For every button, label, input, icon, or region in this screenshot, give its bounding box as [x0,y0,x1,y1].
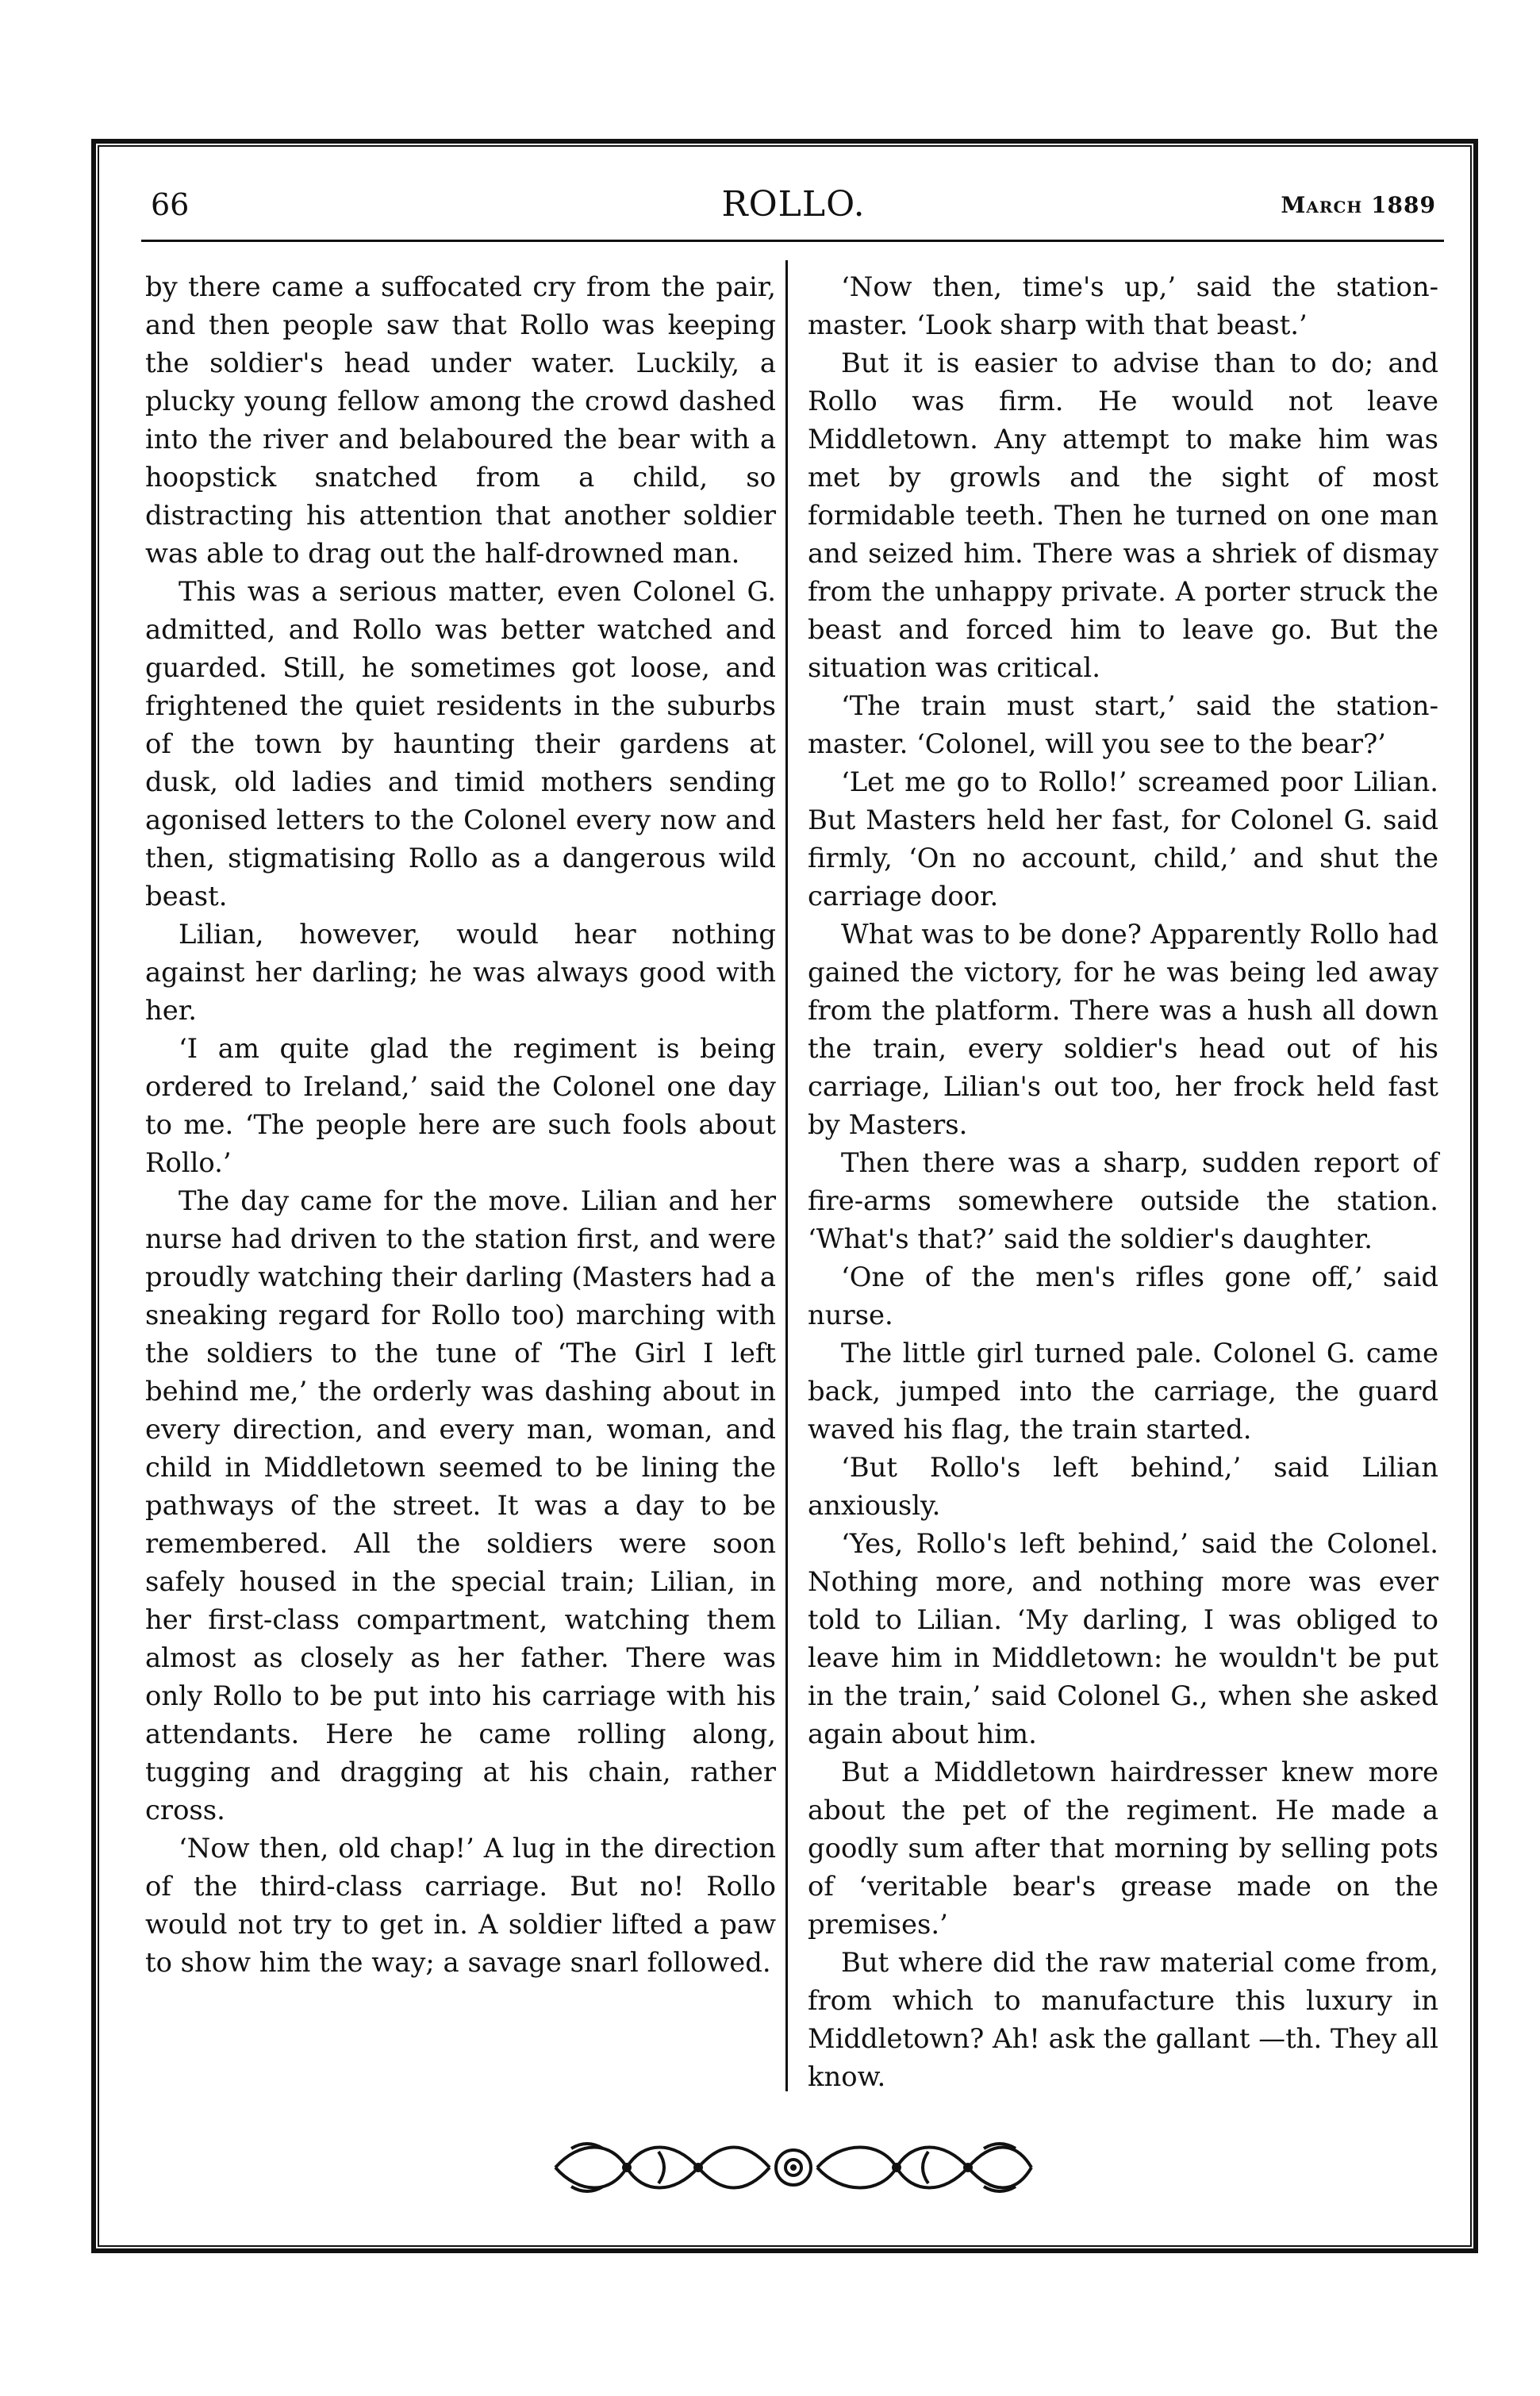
paragraph: ‘But Rollo's left behind,’ said Lilian anxiously. [808,1452,1438,1521]
paragraph: Lilian, however, would hear nothing against her darling; he was always good with her. [145,919,776,1026]
tailpiece-ornament [547,2133,1039,2202]
left-column [145,268,776,1982]
paragraph: ‘Yes, Rollo's left behind,’ said the Colonel. Nothing more, and nothing more was ever told to Lilian. ‘My darling, I was obliged to leave him in Middletown: he wouldn't be put in the train,’ said Colonel G., when she asked again about him. [808,1528,1438,1749]
page-number: 66 [151,187,190,222]
paragraph: ‘Now then, time's up,’ said the station-master. ‘Look sharp with that beast.’ [808,271,1438,340]
running-title: ROLLO. [721,184,866,225]
paragraph: This was a serious matter, even Colonel G. admitted, and Rollo was better watched and guarded. Still, he sometimes got loose, and frightened the quiet residents in the suburbs of the town by haunting their gardens at dusk, old ladies and timid mothers sending agonised letters to the Colonel every now and then, stigmatising Rollo as a dangerous wild beast. [145,576,776,912]
paragraph: But where did the raw material come from, from which to manufacture this luxury in Middletown? Ah! ask the gallant —th. They all know. [808,1947,1438,2092]
paragraph: Then there was a sharp, sudden report of fire-arms somewhere outside the station. ‘What's that?’ said the soldier's daughter. [808,1147,1438,1254]
column-divider [785,260,788,2091]
paragraph: The little girl turned pale. Colonel G. came back, jumped into the carriage, the guard waved his flag, the train started. [808,1338,1438,1445]
paragraph: ‘Let me go to Rollo!’ screamed poor Lilian. But Masters held her fast, for Colonel G. said firmly, ‘On no account, child,’ and shut the carriage door. [808,766,1438,912]
issue-date: March 1889 [1281,192,1436,218]
running-header [151,184,1436,232]
paragraph: ‘The train must start,’ said the station-master. ‘Colonel, will you see to the bear?’ [808,690,1438,759]
paragraph: But a Middletown hairdresser knew more about the pet of the regiment. He made a goodly sum after that morning by selling pots of ‘veritable bear's grease made on the premises.’ [808,1757,1438,1940]
paragraph: But it is easier to advise than to do; and Rollo was firm. He would not leave Middletown. Any attempt to make him was met by growls and the sight of most formidable teeth. Then he turned on one man and seized him. There was a shriek of dismay from the unhappy private. A porter struck the beast and forced him to leave go. But the situation was critical. [808,347,1438,683]
paragraph: The day came for the move. Lilian and her nurse had driven to the station first, and were proudly watching their darling (Masters had a sneaking regard for Rollo too) marching with the soldiers to the tune of ‘The Girl I left behind me,’ the orderly was dashing about in every direction, and every man, woman, and child in Middletown seemed to be lining the pathways of the street. It was a day to be remembered. All the soldiers were soon safely housed in the special train; Lilian, in her first-class compartment, watching them almost as closely as her father. There was only Rollo to be put into his carriage with his attendants. Here he came rolling along, tugging and dragging at his chain, rather cross. [145,1185,776,1826]
paragraph: ‘I am quite glad the regiment is being ordered to Ireland,’ said the Colonel one day to me. ‘The people here are such fools about Rollo.’ [145,1033,776,1178]
paragraph: What was to be done? Apparently Rollo had gained the victory, for he was being led away from the platform. There was a hush all down the train, every soldier's head out of his carriage, Lilian's out too, her frock held fast by Masters. [808,919,1438,1140]
header-rule [141,240,1444,242]
right-column [808,268,1438,2096]
paragraph: by there came a suffocated cry from the pair, and then people saw that Rollo was keeping the soldier's head under water. Luckily, a plucky young fellow among the crowd dashed into the river and belaboured the bear with a hoopstick snatched from a child, so distracting his attention that another soldier was able to drag out the half-drowned man. [145,271,776,569]
paragraph: ‘Now then, old chap!’ A lug in the direction of the third-class carriage. But no! Rollo would not try to get in. A soldier lifted a paw to show him the way; a savage snarl followed. [145,1833,776,1978]
paragraph: ‘One of the men's rifles gone off,’ said nurse. [808,1261,1438,1330]
